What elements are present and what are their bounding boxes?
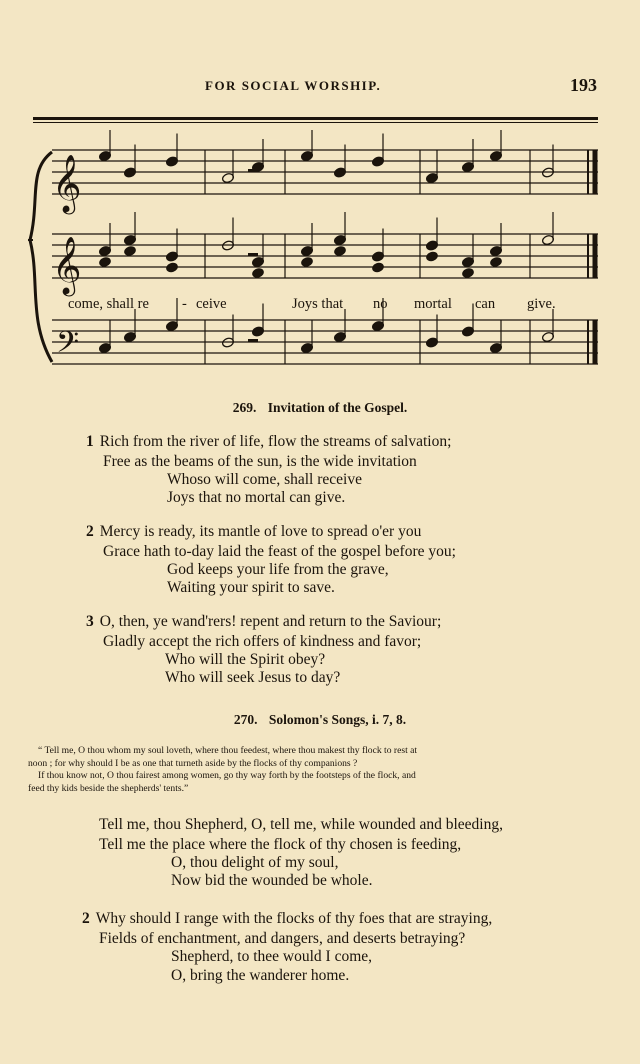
hymn-number: 269. (232, 400, 257, 415)
note-head (333, 245, 346, 256)
treble-clef-icon: 𝄞 (52, 236, 82, 294)
note-head (425, 251, 438, 262)
lyric-syllable: ceive (196, 296, 227, 312)
verse-text: Why should I range with the flocks of thy foes that are straying, (95, 910, 493, 927)
verse-line: Gladly accept the rich offers of kindness and favor; (103, 633, 422, 650)
note-head (371, 262, 384, 273)
page-number: 193 (570, 75, 597, 95)
scripture-epigraph (28, 745, 600, 795)
rest-mark (248, 253, 258, 256)
verse-line: Joys that no mortal can give. (167, 489, 346, 506)
verse-text: O, then, ye wand'rers! repent and return to the Saviour; (99, 613, 442, 630)
verse-line (86, 523, 421, 541)
verse-line (82, 910, 492, 928)
music-score (0, 130, 640, 380)
verse-text: Rich from the river of life, flow the streams of salvation; (99, 433, 452, 450)
hymn-heading (0, 712, 640, 728)
lyric-syllable: Joys that (292, 296, 344, 312)
lyric-syllable: give. (527, 296, 556, 312)
running-title: FOR SOCIAL WORSHIP. (205, 78, 382, 93)
epigraph-line: “ Tell me, O thou whom my soul loveth, where thou feedest, where thou makest thy flock to rest at (38, 745, 418, 756)
stanza-number: 2 (86, 523, 94, 540)
verse-text: Mercy is ready, its mantle of love to spread o'er you (99, 523, 422, 540)
stanza-number: 2 (82, 910, 90, 927)
epigraph-line: If thou know not, O thou fairest among women, go thy way forth by the footsteps of the flock, and (38, 770, 416, 781)
verse-line: Shepherd, to thee would I come, (171, 948, 373, 965)
verse-line: Free as the beams of the sun, is the wide invitation (103, 453, 417, 470)
bass-clef-icon: 𝄢 (56, 326, 80, 367)
verse-line: Grace hath to-day laid the feast of the gospel before you; (103, 543, 456, 560)
header-rule (33, 117, 598, 120)
system-brace-icon (30, 152, 52, 362)
running-head (0, 75, 640, 100)
verse-line: Waiting your spirit to save. (167, 579, 335, 596)
verse-line: Who will seek Jesus to day? (165, 669, 341, 686)
music-lyrics (0, 296, 640, 316)
note-head (461, 267, 474, 278)
hymn-title: Solomon's Songs, i. 7, 8. (268, 712, 407, 727)
lyric-syllable: no (373, 296, 388, 312)
note-head (123, 245, 136, 256)
lyric-syllable: can (475, 296, 496, 312)
note-head (165, 262, 178, 273)
rest-mark (248, 169, 258, 172)
verse-line: Tell me, thou Shepherd, O, tell me, while wounded and bleeding, (99, 816, 503, 833)
header-rule-thin (33, 122, 598, 123)
note-head (98, 256, 111, 267)
verse-line (86, 433, 451, 451)
verse-line: Who will the Spirit obey? (165, 651, 326, 668)
lyric-syllable: mortal (414, 296, 452, 312)
rest-mark (248, 339, 258, 342)
note-head (489, 256, 502, 267)
verse-line: O, bring the wanderer home. (171, 967, 350, 984)
hymn-number: 270. (233, 712, 258, 727)
note-head (300, 256, 313, 267)
stanza-number: 3 (86, 613, 94, 630)
treble-clef-icon: 𝄞 (52, 154, 82, 212)
verse-line: O, thou delight of my soul, (171, 854, 339, 871)
verse-line: Whoso will come, shall receive (167, 471, 362, 488)
verse-line (86, 613, 441, 631)
verse-line: Fields of enchantment, and dangers, and deserts betraying? (99, 930, 466, 947)
note-head (251, 267, 264, 278)
verse-line: Tell me the place where the flock of thy chosen is feeding, (99, 836, 462, 853)
epigraph-line: noon ; for why should I be as one that turneth aside by the flocks of thy companions ? (28, 757, 358, 769)
hymn-title: Invitation of the Gospel. (267, 400, 408, 415)
verse-line: God keeps your life from the grave, (167, 561, 389, 578)
hymn-heading (0, 400, 640, 416)
lyric-syllable: come, shall re (68, 296, 149, 312)
epigraph-line: feed thy kids beside the shepherds' tents.” (28, 782, 189, 794)
stanza-number: 1 (86, 433, 94, 450)
lyric-syllable: - (182, 296, 187, 312)
verse-line: Now bid the wounded be whole. (171, 872, 373, 889)
